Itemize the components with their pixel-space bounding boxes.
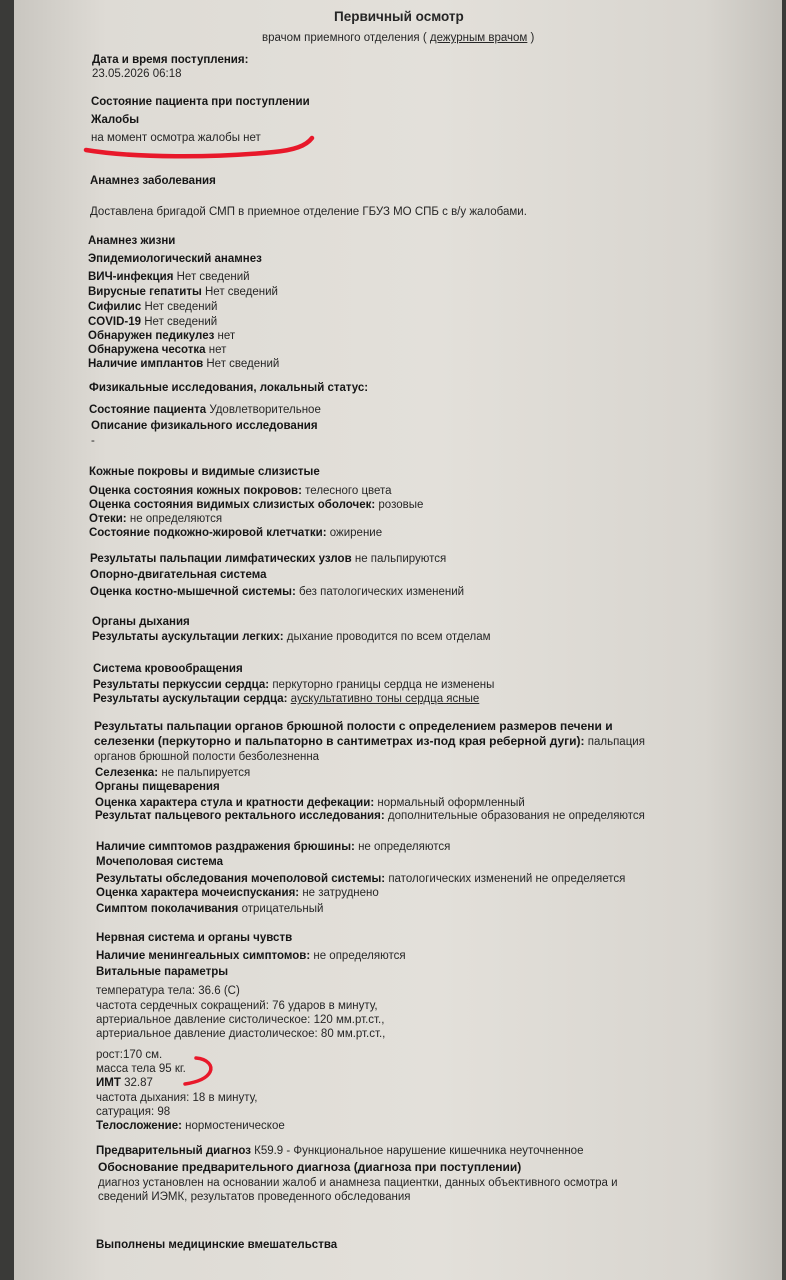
heart-ausc-row: Результаты аускультации сердца: аускультативно тоны сердца ясные	[93, 693, 480, 705]
complaints-label: Жалобы	[91, 114, 140, 126]
digestive-heading: Органы пищеварения	[95, 781, 220, 793]
epid-item: Обнаружена чесотка нет	[88, 344, 227, 356]
physical-heading: Физикальные исследования, локальный статус:	[89, 382, 369, 394]
state-heading: Состояние пациента при поступлении	[91, 96, 310, 108]
diagnosis-basis-line2: сведений ИЭМК, результатов проведенного обследования	[98, 1191, 411, 1203]
vital-build: Телосложение: нормостеническое	[96, 1120, 285, 1132]
respiratory-row: Результаты аускультации легких: дыхание проводится по всем отделам	[92, 631, 491, 643]
physical-desc-value: -	[91, 435, 95, 447]
admission-label: Дата и время поступления:	[92, 54, 249, 66]
vital-temp: температура тела: 36.6 (С)	[96, 985, 240, 997]
red-bracket-annotation	[185, 1058, 211, 1084]
respiratory-heading: Органы дыхания	[92, 616, 190, 628]
urinary-exam-row: Результаты обследования мочеполовой системы: патологических изменений не определяется	[96, 873, 626, 885]
epid-item: Вирусные гепатиты Нет сведений	[88, 286, 278, 298]
nervous-heading: Нервная система и органы чувств	[96, 932, 293, 944]
tapping-row: Симптом поколачивания отрицательный	[96, 903, 324, 915]
physical-desc-label: Описание физикального исследования	[91, 420, 318, 432]
vitals-heading: Витальные параметры	[96, 966, 229, 978]
vital-sat: сатурация: 98	[96, 1106, 171, 1118]
document-title: Первичный осмотр	[334, 9, 464, 24]
abdomen-line1: Результаты пальпации органов брюшной полости с определением размеров печени и	[94, 719, 613, 733]
diagnosis-row: Предварительный диагноз К59.9 - Функциональное нарушение кишечника неуточненное	[96, 1145, 584, 1157]
vital-resp: частота дыхания: 18 в минуту,	[96, 1092, 258, 1104]
epid-item: Сифилис Нет сведений	[88, 301, 218, 313]
vital-dia: артериальное давление диастолическое: 80 мм.рт.ст.,	[96, 1028, 386, 1040]
musculo-row: Оценка костно-мышечной системы: без патологических изменений	[90, 586, 465, 598]
interventions-heading: Выполнены медицинские вмешательства	[96, 1239, 338, 1251]
skin-item: Состояние подкожно-жировой клетчатки: ожирение	[89, 527, 383, 539]
physical-state: Состояние пациента Удовлетворительное	[89, 404, 321, 416]
skin-heading: Кожные покровы и видимые слизистые	[89, 466, 320, 478]
disease-history-heading: Анамнез заболевания	[90, 175, 216, 187]
document-page	[14, 0, 782, 1280]
vital-sys: артериальное давление систолическое: 120 мм.рт.ст.,	[96, 1014, 385, 1026]
musculo-heading: Опорно-двигательная система	[90, 569, 267, 581]
diagnosis-basis-line1: диагноз установлен на основании жалоб и анамнеза пациентки, данных объективного осмотра и	[98, 1177, 618, 1189]
diagnosis-basis-heading: Обоснование предварительного диагноза (диагноза при поступлении)	[98, 1160, 522, 1174]
disease-history-text: Доставлена бригадой СМП в приемное отделение ГБУЗ МО СПБ с в/у жалобами.	[90, 206, 527, 218]
stool-row: Оценка характера стула и кратности дефекации: нормальный оформленный	[95, 797, 525, 809]
urination-row: Оценка характера мочеиспускания: не затруднено	[96, 887, 379, 899]
skin-item: Оценка состояния видимых слизистых оболочек: розовые	[89, 499, 424, 511]
abdomen-value: органов брюшной полости безболезненна	[94, 751, 320, 763]
abdomen-line2: селезенки (перкуторно и пальпаторно в сантиметрах из-под края реберной дуги): пальпация	[94, 734, 645, 748]
epid-item: COVID-19 Нет сведений	[88, 316, 218, 328]
skin-item: Оценка состояния кожных покровов: телесного цвета	[89, 485, 392, 497]
vital-weight: масса тела 95 кг.	[96, 1063, 186, 1075]
admission-value: 23.05.2026 06:18	[92, 68, 182, 80]
epid-item: Наличие имплантов Нет сведений	[88, 358, 280, 370]
doctor-type: дежурным врачом	[429, 32, 528, 44]
circulation-heading: Система кровообращения	[93, 663, 243, 675]
epid-item: Обнаружен педикулез нет	[88, 330, 236, 342]
rectal-row: Результат пальцевого ректального исследования: дополнительные образования не определяются	[95, 810, 645, 822]
lymph-row: Результаты пальпации лимфатических узлов не пальпируются	[90, 553, 447, 565]
skin-item: Отеки: не определяются	[89, 513, 223, 525]
vital-height: рост:170 см.	[96, 1049, 163, 1061]
document-subtitle: врачом приемного отделения ( дежурным врачом )	[262, 32, 535, 44]
vital-bmi: ИМТ 32.87	[96, 1077, 153, 1089]
spleen-row: Селезенка: не пальпируется	[95, 767, 251, 779]
meningeal-row: Наличие менингеальных симптомов: не определяются	[96, 950, 406, 962]
life-history-heading: Анамнез жизни	[88, 235, 176, 247]
epid-item: ВИЧ-инфекция Нет сведений	[88, 271, 250, 283]
urinary-heading: Мочеполовая система	[96, 856, 223, 868]
percussion-row: Результаты перкуссии сердца: перкуторно границы сердца не изменены	[93, 679, 495, 691]
vital-hr: частота сердечных сокращений: 76 ударов в минуту,	[96, 1000, 378, 1012]
epid-heading: Эпидемиологический анамнез	[88, 253, 262, 265]
complaints-value: на момент осмотра жалобы нет	[91, 132, 261, 144]
peritoneal-row: Наличие симптомов раздражения брюшины: не определяются	[96, 841, 451, 853]
